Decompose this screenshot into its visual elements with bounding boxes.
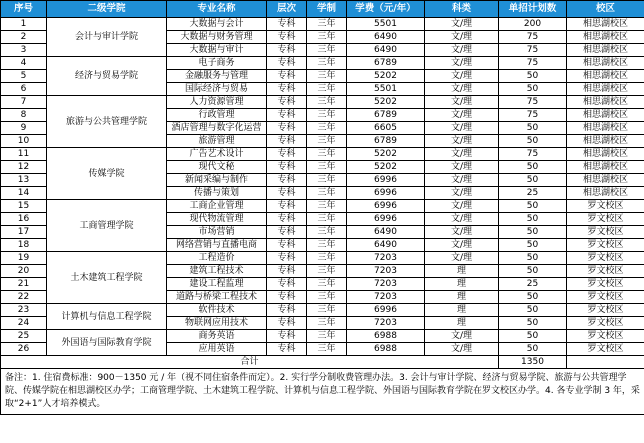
row-plan: 50 <box>499 83 567 96</box>
row-level: 专科 <box>267 187 307 200</box>
row-campus: 罗文校区 <box>567 330 644 343</box>
row-category: 文/理 <box>425 44 499 57</box>
row-years: 三年 <box>307 252 347 265</box>
row-major: 酒店管理与数字化运营 <box>167 122 267 135</box>
row-years: 三年 <box>307 148 347 161</box>
row-campus: 罗文校区 <box>567 265 644 278</box>
row-campus: 罗文校区 <box>567 239 644 252</box>
row-fee: 5202 <box>347 96 425 109</box>
row-no: 14 <box>1 187 47 200</box>
row-campus: 相思湖校区 <box>567 174 644 187</box>
header-category: 科类 <box>425 1 499 18</box>
row-plan: 50 <box>499 200 567 213</box>
row-plan: 75 <box>499 57 567 70</box>
total-value: 1350 <box>499 356 567 369</box>
row-level: 专科 <box>267 343 307 356</box>
row-years: 三年 <box>307 57 347 70</box>
row-fee: 6996 <box>347 200 425 213</box>
row-years: 三年 <box>307 122 347 135</box>
row-fee: 7203 <box>347 317 425 330</box>
row-major: 市场营销 <box>167 226 267 239</box>
row-fee: 6789 <box>347 57 425 70</box>
row-campus: 罗文校区 <box>567 343 644 356</box>
row-no: 10 <box>1 135 47 148</box>
row-years: 三年 <box>307 161 347 174</box>
row-campus: 罗文校区 <box>567 304 644 317</box>
row-no: 16 <box>1 213 47 226</box>
row-plan: 75 <box>499 31 567 44</box>
row-category: 理 <box>425 304 499 317</box>
row-no: 13 <box>1 174 47 187</box>
row-fee: 5501 <box>347 18 425 31</box>
row-no: 11 <box>1 148 47 161</box>
row-no: 15 <box>1 200 47 213</box>
row-campus: 相思湖校区 <box>567 135 644 148</box>
row-level: 专科 <box>267 83 307 96</box>
row-campus: 相思湖校区 <box>567 109 644 122</box>
header-no: 序号 <box>1 1 47 18</box>
row-campus: 相思湖校区 <box>567 161 644 174</box>
row-plan: 50 <box>499 265 567 278</box>
row-fee: 6789 <box>347 135 425 148</box>
row-years: 三年 <box>307 70 347 83</box>
row-years: 三年 <box>307 291 347 304</box>
row-years: 三年 <box>307 200 347 213</box>
row-years: 三年 <box>307 96 347 109</box>
row-campus: 罗文校区 <box>567 226 644 239</box>
row-category: 文/理 <box>425 239 499 252</box>
college-name: 土木建筑工程学院 <box>47 252 167 304</box>
row-campus: 罗文校区 <box>567 317 644 330</box>
row-plan: 75 <box>499 44 567 57</box>
college-name: 工商管理学院 <box>47 200 167 252</box>
row-level: 专科 <box>267 252 307 265</box>
row-plan: 50 <box>499 161 567 174</box>
row-plan: 50 <box>499 291 567 304</box>
row-major: 现代文秘 <box>167 161 267 174</box>
row-plan: 50 <box>499 226 567 239</box>
row-campus: 罗文校区 <box>567 213 644 226</box>
row-campus: 相思湖校区 <box>567 148 644 161</box>
row-level: 专科 <box>267 57 307 70</box>
table-row <box>1 18 644 31</box>
row-no: 25 <box>1 330 47 343</box>
row-category: 文/理 <box>425 200 499 213</box>
row-major: 行政管理 <box>167 109 267 122</box>
row-years: 三年 <box>307 304 347 317</box>
row-years: 三年 <box>307 135 347 148</box>
header-plan: 单招计划数 <box>499 1 567 18</box>
row-fee: 5501 <box>347 83 425 96</box>
row-campus: 相思湖校区 <box>567 83 644 96</box>
college-name: 旅游与公共管理学院 <box>47 96 167 148</box>
row-major: 工商企业管理 <box>167 200 267 213</box>
table-row <box>1 57 644 70</box>
row-no: 18 <box>1 239 47 252</box>
row-level: 专科 <box>267 18 307 31</box>
row-fee: 6988 <box>347 343 425 356</box>
row-campus: 罗文校区 <box>567 200 644 213</box>
row-years: 三年 <box>307 18 347 31</box>
row-no: 17 <box>1 226 47 239</box>
row-category: 文/理 <box>425 122 499 135</box>
row-campus: 罗文校区 <box>567 278 644 291</box>
row-years: 三年 <box>307 330 347 343</box>
row-category: 文/理 <box>425 252 499 265</box>
row-years: 三年 <box>307 187 347 200</box>
row-category: 理 <box>425 278 499 291</box>
row-major: 旅游管理 <box>167 135 267 148</box>
row-no: 4 <box>1 57 47 70</box>
table-row <box>1 200 644 213</box>
row-plan: 50 <box>499 317 567 330</box>
row-plan: 50 <box>499 343 567 356</box>
row-campus: 罗文校区 <box>567 252 644 265</box>
header-years: 学制 <box>307 1 347 18</box>
row-plan: 25 <box>499 187 567 200</box>
row-years: 三年 <box>307 213 347 226</box>
header-college: 二级学院 <box>47 1 167 18</box>
row-no: 12 <box>1 161 47 174</box>
row-major: 建筑工程技术 <box>167 265 267 278</box>
row-level: 专科 <box>267 44 307 57</box>
row-major: 金融服务与管理 <box>167 70 267 83</box>
row-campus: 相思湖校区 <box>567 18 644 31</box>
table-row <box>1 330 644 343</box>
row-campus: 相思湖校区 <box>567 96 644 109</box>
row-major: 广告艺术设计 <box>167 148 267 161</box>
row-category: 文/理 <box>425 187 499 200</box>
row-no: 7 <box>1 96 47 109</box>
row-plan: 50 <box>499 330 567 343</box>
row-category: 文/理 <box>425 343 499 356</box>
row-campus: 相思湖校区 <box>567 57 644 70</box>
row-no: 23 <box>1 304 47 317</box>
row-major: 应用英语 <box>167 343 267 356</box>
row-plan: 50 <box>499 304 567 317</box>
row-major: 物联网应用技术 <box>167 317 267 330</box>
row-years: 三年 <box>307 239 347 252</box>
college-name: 会计与审计学院 <box>47 18 167 57</box>
row-no: 2 <box>1 31 47 44</box>
row-level: 专科 <box>267 226 307 239</box>
row-level: 专科 <box>267 265 307 278</box>
header-fee: 学费（元/年） <box>347 1 425 18</box>
row-major: 国际经济与贸易 <box>167 83 267 96</box>
row-no: 3 <box>1 44 47 57</box>
row-plan: 50 <box>499 239 567 252</box>
row-category: 文/理 <box>425 109 499 122</box>
row-fee: 7203 <box>347 278 425 291</box>
row-years: 三年 <box>307 83 347 96</box>
row-category: 文/理 <box>425 213 499 226</box>
row-years: 三年 <box>307 265 347 278</box>
row-no: 1 <box>1 18 47 31</box>
row-campus: 相思湖校区 <box>567 122 644 135</box>
row-fee: 6988 <box>347 330 425 343</box>
row-major: 传播与策划 <box>167 187 267 200</box>
row-level: 专科 <box>267 148 307 161</box>
note-text: 备注：1. 住宿费标准：900－1350 元 / 年（视不同住宿条件而定）。2. 实行学分制收费管理办法。3. 会计与审计学院、经济与贸易学院、旅游与公共管理学院、传媒学院在相思湖校区办学；工商管理学院、土木建筑工程学院、计算机与信息工程学院、外国语与国际教育学院在罗文校区办学。4. 各专业学制 3 年，采取“2+1”人才培养模式。 <box>1 369 644 415</box>
row-years: 三年 <box>307 109 347 122</box>
row-category: 文/理 <box>425 70 499 83</box>
row-level: 专科 <box>267 330 307 343</box>
row-major: 大数据与财务管理 <box>167 31 267 44</box>
table-row <box>1 96 644 109</box>
row-no: 26 <box>1 343 47 356</box>
row-plan: 50 <box>499 252 567 265</box>
row-major: 电子商务 <box>167 57 267 70</box>
row-no: 22 <box>1 291 47 304</box>
row-fee: 6789 <box>347 109 425 122</box>
row-major: 大数据与审计 <box>167 44 267 57</box>
row-fee: 6996 <box>347 213 425 226</box>
college-name: 计算机与信息工程学院 <box>47 304 167 330</box>
row-plan: 50 <box>499 174 567 187</box>
row-fee: 5202 <box>347 70 425 83</box>
row-major: 工程造价 <box>167 252 267 265</box>
table-body <box>1 18 644 415</box>
row-campus: 相思湖校区 <box>567 187 644 200</box>
row-fee: 6996 <box>347 304 425 317</box>
row-plan: 25 <box>499 278 567 291</box>
table-row <box>1 304 644 317</box>
row-category: 文/理 <box>425 174 499 187</box>
row-no: 24 <box>1 317 47 330</box>
row-level: 专科 <box>267 278 307 291</box>
row-fee: 6490 <box>347 239 425 252</box>
row-fee: 6490 <box>347 31 425 44</box>
row-campus: 相思湖校区 <box>567 31 644 44</box>
row-fee: 5202 <box>347 161 425 174</box>
row-years: 三年 <box>307 226 347 239</box>
row-plan: 50 <box>499 70 567 83</box>
row-plan: 50 <box>499 122 567 135</box>
row-category: 理 <box>425 265 499 278</box>
row-level: 专科 <box>267 109 307 122</box>
row-campus: 罗文校区 <box>567 291 644 304</box>
college-name: 传媒学院 <box>47 148 167 200</box>
row-category: 文/理 <box>425 148 499 161</box>
row-fee: 6490 <box>347 226 425 239</box>
row-category: 理 <box>425 291 499 304</box>
row-level: 专科 <box>267 70 307 83</box>
row-level: 专科 <box>267 122 307 135</box>
row-major: 网络营销与直播电商 <box>167 239 267 252</box>
row-level: 专科 <box>267 213 307 226</box>
row-category: 文/理 <box>425 57 499 70</box>
row-years: 三年 <box>307 278 347 291</box>
note-row <box>1 369 644 415</box>
college-name: 经济与贸易学院 <box>47 57 167 96</box>
row-major: 道路与桥梁工程技术 <box>167 291 267 304</box>
total-campus-empty <box>567 356 644 369</box>
row-plan: 75 <box>499 148 567 161</box>
row-major: 人力资源管理 <box>167 96 267 109</box>
row-fee: 6605 <box>347 122 425 135</box>
row-plan: 50 <box>499 213 567 226</box>
row-category: 文/理 <box>425 135 499 148</box>
row-no: 8 <box>1 109 47 122</box>
row-no: 19 <box>1 252 47 265</box>
row-years: 三年 <box>307 317 347 330</box>
row-level: 专科 <box>267 135 307 148</box>
row-no: 9 <box>1 122 47 135</box>
row-level: 专科 <box>267 291 307 304</box>
row-no: 5 <box>1 70 47 83</box>
row-category: 文/理 <box>425 226 499 239</box>
row-plan: 50 <box>499 135 567 148</box>
row-category: 文/理 <box>425 31 499 44</box>
row-category: 文/理 <box>425 96 499 109</box>
header-campus: 校区 <box>567 1 644 18</box>
college-name: 外国语与国际教育学院 <box>47 330 167 356</box>
row-level: 专科 <box>267 304 307 317</box>
row-plan: 200 <box>499 18 567 31</box>
row-no: 21 <box>1 278 47 291</box>
row-level: 专科 <box>267 96 307 109</box>
header-major: 专业名称 <box>167 1 267 18</box>
row-major: 现代物流管理 <box>167 213 267 226</box>
row-category: 文/理 <box>425 18 499 31</box>
row-years: 三年 <box>307 31 347 44</box>
row-category: 文/理 <box>425 161 499 174</box>
row-category: 文/理 <box>425 83 499 96</box>
row-years: 三年 <box>307 343 347 356</box>
row-level: 专科 <box>267 239 307 252</box>
row-fee: 5202 <box>347 148 425 161</box>
row-category: 理 <box>425 317 499 330</box>
row-level: 专科 <box>267 174 307 187</box>
row-campus: 相思湖校区 <box>567 44 644 57</box>
row-no: 20 <box>1 265 47 278</box>
row-fee: 7203 <box>347 265 425 278</box>
row-level: 专科 <box>267 31 307 44</box>
row-level: 专科 <box>267 200 307 213</box>
row-major: 大数据与会计 <box>167 18 267 31</box>
row-plan: 75 <box>499 96 567 109</box>
row-no: 6 <box>1 83 47 96</box>
table-row <box>1 252 644 265</box>
row-fee: 6996 <box>347 174 425 187</box>
header-level: 层次 <box>267 1 307 18</box>
row-years: 三年 <box>307 44 347 57</box>
row-campus: 相思湖校区 <box>567 70 644 83</box>
table-row <box>1 148 644 161</box>
total-label: 合计 <box>1 356 499 369</box>
row-major: 商务英语 <box>167 330 267 343</box>
row-plan: 75 <box>499 109 567 122</box>
row-level: 专科 <box>267 317 307 330</box>
row-level: 专科 <box>267 161 307 174</box>
row-category: 文/理 <box>425 330 499 343</box>
row-years: 三年 <box>307 174 347 187</box>
row-major: 软件技术 <box>167 304 267 317</box>
row-fee: 7203 <box>347 291 425 304</box>
row-major: 建设工程监理 <box>167 278 267 291</box>
row-fee: 6996 <box>347 187 425 200</box>
table-header-row <box>1 1 644 18</box>
row-major: 新闻采编与制作 <box>167 174 267 187</box>
row-fee: 6490 <box>347 44 425 57</box>
total-row <box>1 356 644 369</box>
row-fee: 7203 <box>347 252 425 265</box>
